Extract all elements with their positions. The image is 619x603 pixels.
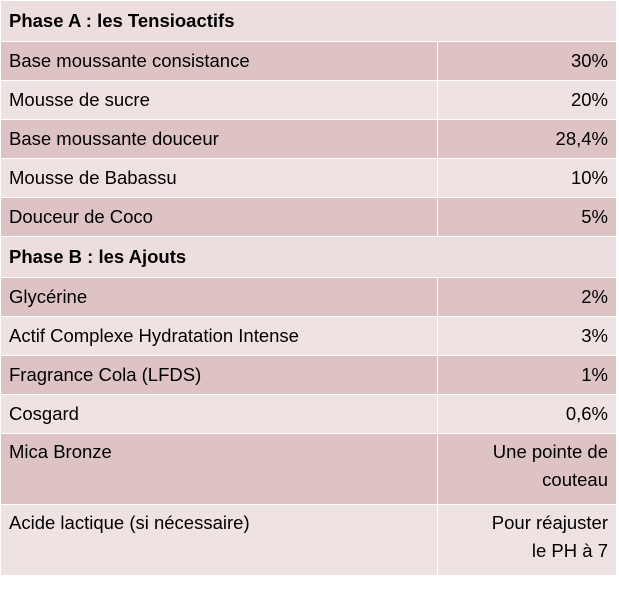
ingredient-quantity [438,434,617,505]
ingredient-name: Mousse de sucre [1,81,438,120]
ingredient-name: Mousse de Babassu [1,159,438,198]
ingredient-quantity: 30% [438,42,617,81]
ingredient-name: Acide lactique (si nécessaire) [1,505,438,576]
quantity-line: couteau [542,469,608,490]
ingredient-quantity: 20% [438,81,617,120]
ingredient-name: Cosgard [1,395,438,434]
quantity-line: Pour réajuster [491,512,608,533]
ingredient-quantity: 10% [438,159,617,198]
phase-b-header-row [1,237,617,278]
table-row [1,317,617,356]
ingredient-quantity: 5% [438,198,617,237]
quantity-line: Une pointe de [492,441,608,462]
ingredient-name: Base moussante douceur [1,120,438,159]
ingredient-quantity: 1% [438,356,617,395]
table-row [1,198,617,237]
table-row [1,434,617,505]
ingredient-quantity [438,505,617,576]
phase-a-title: Phase A : les Tensioactifs [1,1,617,42]
ingredient-quantity: 0,6% [438,395,617,434]
phase-a-header-row [1,1,617,42]
ingredient-name: Douceur de Coco [1,198,438,237]
quantity-line: le PH à 7 [531,540,608,561]
table-row [1,356,617,395]
ingredient-name: Fragrance Cola (LFDS) [1,356,438,395]
table-row [1,120,617,159]
ingredient-name: Base moussante consistance [1,42,438,81]
ingredient-name: Actif Complexe Hydratation Intense [1,317,438,356]
ingredient-quantity: 3% [438,317,617,356]
table-row [1,505,617,576]
ingredient-quantity: 28,4% [438,120,617,159]
table-row [1,395,617,434]
table-row [1,159,617,198]
ingredient-name: Glycérine [1,278,438,317]
table-row [1,278,617,317]
ingredient-quantity: 2% [438,278,617,317]
table-row [1,81,617,120]
phase-b-title: Phase B : les Ajouts [1,237,617,278]
table-row [1,42,617,81]
ingredient-name: Mica Bronze [1,434,438,505]
